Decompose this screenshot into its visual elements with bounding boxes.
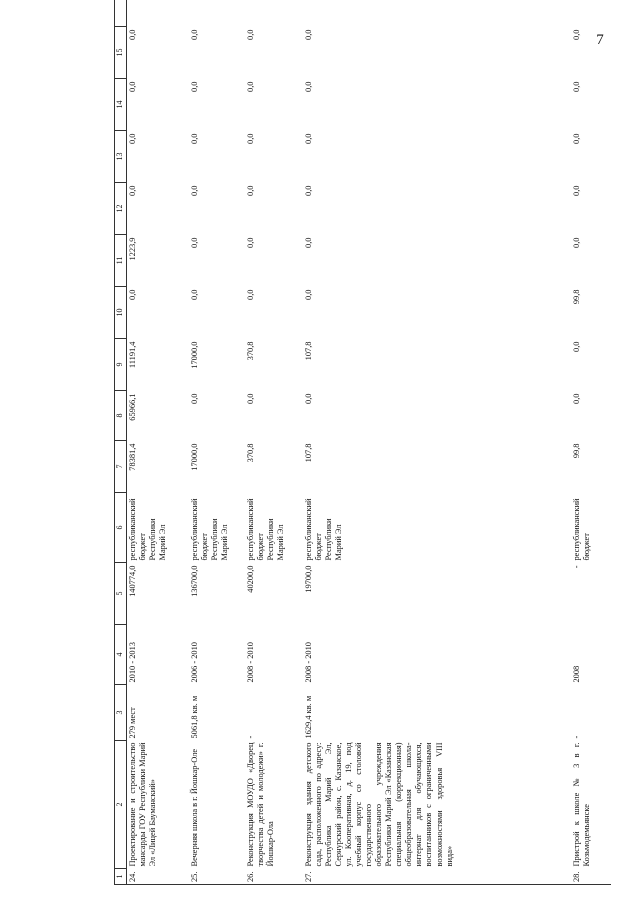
cell-source: республиканский бюджет Республики Марий Эл bbox=[189, 498, 229, 561]
cell-capacity: - bbox=[571, 735, 581, 739]
cell-source: республиканский бюджет Республики Марий Эл bbox=[128, 498, 168, 561]
header-cell: 14 bbox=[115, 79, 127, 131]
cell-v7: 370,8 bbox=[245, 443, 255, 463]
header-cell: 8 bbox=[115, 391, 127, 441]
cell-v13: 0,0 bbox=[128, 133, 137, 144]
table-row bbox=[245, 0, 303, 885]
cell-name: Вечерняя школа в г. Йошкар-Оле bbox=[189, 748, 199, 867]
cell-period: 2006 - 2010 bbox=[189, 642, 199, 683]
cell-v15: 0,0 bbox=[571, 29, 581, 40]
cell-v11: 0,0 bbox=[303, 237, 313, 248]
cell-v8: 65966,1 bbox=[128, 393, 137, 421]
header-cell: 12 bbox=[115, 183, 127, 235]
cell-capacity: 5061,8 кв. м bbox=[189, 695, 199, 739]
cell-v11: 1223,9 bbox=[128, 237, 137, 261]
cell-name: Реконструкция МОУДО «Дворец творчества детей и молодежи» г. Йошкар-Ола bbox=[245, 742, 275, 867]
cell-cost: 19700,0 bbox=[303, 565, 313, 593]
cell-v9: 370,8 bbox=[245, 341, 255, 361]
cell-v12: 0,0 bbox=[303, 185, 313, 196]
cell-spacer bbox=[189, 0, 245, 27]
cell-v15: 0,0 bbox=[189, 29, 199, 40]
table-row bbox=[303, 0, 571, 885]
cell-idx: 24. bbox=[127, 869, 189, 885]
header-cell: 1 bbox=[115, 869, 127, 885]
cell-v8: 0,0 bbox=[303, 393, 313, 404]
cell-v12: 0,0 bbox=[128, 185, 137, 196]
cell-v7: 99,8 bbox=[571, 443, 581, 459]
cell-v8: 0,0 bbox=[571, 393, 581, 404]
cell-v7: 78381,4 bbox=[128, 443, 137, 471]
cell-cost: 140774,0 bbox=[128, 565, 137, 597]
header-cell: 5 bbox=[115, 563, 127, 625]
table-row bbox=[127, 0, 189, 885]
cell-capacity: - bbox=[245, 735, 255, 739]
header-row bbox=[115, 0, 127, 885]
cell-v11: 0,0 bbox=[571, 237, 581, 248]
cell-source: республиканский бюджет Республики Марий Эл bbox=[303, 498, 343, 561]
cell-idx: 27. bbox=[303, 869, 571, 885]
header-cell: 2 bbox=[115, 741, 127, 869]
header-cell: 3 bbox=[115, 685, 127, 741]
cell-v13: 0,0 bbox=[245, 133, 255, 144]
cell-v7: 107,8 bbox=[303, 443, 313, 463]
program-table bbox=[114, 0, 611, 885]
cell-v10: 99,8 bbox=[571, 289, 581, 305]
cell-v9: 11191,4 bbox=[128, 341, 137, 369]
cell-idx: 25. bbox=[189, 869, 245, 885]
cell-v10: 0,0 bbox=[189, 289, 199, 300]
cell-v12: 0,0 bbox=[571, 185, 581, 196]
cell-period: 2008 bbox=[571, 665, 581, 683]
cell-v15: 0,0 bbox=[245, 29, 255, 40]
cell-v14: 0,0 bbox=[128, 81, 137, 92]
cell-v9: 107,8 bbox=[303, 341, 313, 361]
cell-cost: 40200,0 bbox=[245, 565, 255, 593]
rotated-page bbox=[114, 29, 626, 885]
cell-period: 2010 - 2013 bbox=[128, 642, 137, 683]
table-row bbox=[189, 0, 245, 885]
cell-v13: 0,0 bbox=[571, 133, 581, 144]
cell-v14: 0,0 bbox=[303, 81, 313, 92]
cell-spacer bbox=[127, 0, 189, 27]
cell-v10: 0,0 bbox=[245, 289, 255, 300]
cell-capacity: 1629,4 кв. м bbox=[303, 695, 313, 739]
cell-name: Реконструкция здания детского сада, расположенного по адресу: Республика Марий Эл, Сернурский район, с. Казанское, ул. Кооперативная, д. 19, под учебный корпус со столовой государственного образовательного учреждения Республики Марий Эл «Казанская специальная (коррекционная) общеобразовательная школа-интернат для обучающихся, воспитанников с ограниченными возможностями здоровья VIII вида» bbox=[303, 742, 454, 867]
header-cell bbox=[115, 0, 127, 27]
header-cell: 10 bbox=[115, 287, 127, 339]
cell-v10: 0,0 bbox=[303, 289, 313, 300]
cell-v12: 0,0 bbox=[189, 185, 199, 196]
header-cell: 13 bbox=[115, 131, 127, 183]
cell-v14: 0,0 bbox=[245, 81, 255, 92]
cell-v14: 0,0 bbox=[571, 81, 581, 92]
cell-idx: 26. bbox=[245, 869, 303, 885]
header-cell: 11 bbox=[115, 235, 127, 287]
cell-spacer bbox=[303, 0, 571, 27]
cell-source: республиканский бюджет Республики Марий Эл bbox=[245, 498, 285, 561]
cell-name: Пристрой к школе № 3 в г. Козьмодемьянске bbox=[571, 742, 591, 867]
header-cell: 6 bbox=[115, 493, 127, 563]
header-cell: 9 bbox=[115, 339, 127, 391]
cell-v13: 0,0 bbox=[189, 133, 199, 144]
cell-v12: 0,0 bbox=[245, 185, 255, 196]
cell-v11: 0,0 bbox=[189, 237, 199, 248]
table-row bbox=[571, 0, 611, 885]
cell-v9: 0,0 bbox=[571, 341, 581, 352]
cell-v11: 0,0 bbox=[245, 237, 255, 248]
cell-idx: 28. bbox=[571, 869, 611, 885]
cell-period: 2008 - 2010 bbox=[303, 642, 313, 683]
cell-spacer bbox=[245, 0, 303, 27]
cell-period: 2008 - 2010 bbox=[245, 642, 255, 683]
cell-v14: 0,0 bbox=[189, 81, 199, 92]
cell-v13: 0,0 bbox=[303, 133, 313, 144]
cell-cost: - bbox=[571, 565, 581, 569]
cell-v8: 0,0 bbox=[245, 393, 255, 404]
cell-cost: 136700,0 bbox=[189, 565, 199, 597]
cell-spacer bbox=[571, 0, 611, 27]
header-cell: 7 bbox=[115, 441, 127, 493]
cell-name: Проектирование и строительство мансарды ГОУ Республики Марий Эл «Лицей Бауманский» bbox=[128, 742, 158, 867]
cell-source: республиканский бюджет bbox=[571, 498, 591, 561]
cell-v9: 17000,0 bbox=[189, 341, 199, 369]
cell-v15: 0,0 bbox=[303, 29, 313, 40]
cell-v7: 17000,0 bbox=[189, 443, 199, 471]
cell-v15: 0,0 bbox=[128, 29, 137, 40]
cell-capacity: 279 мест bbox=[128, 707, 137, 739]
header-cell: 15 bbox=[115, 27, 127, 79]
header-cell: 4 bbox=[115, 625, 127, 685]
cell-v8: 0,0 bbox=[189, 393, 199, 404]
page-number: 7 bbox=[596, 32, 604, 48]
cell-v10: 0,0 bbox=[128, 289, 137, 300]
